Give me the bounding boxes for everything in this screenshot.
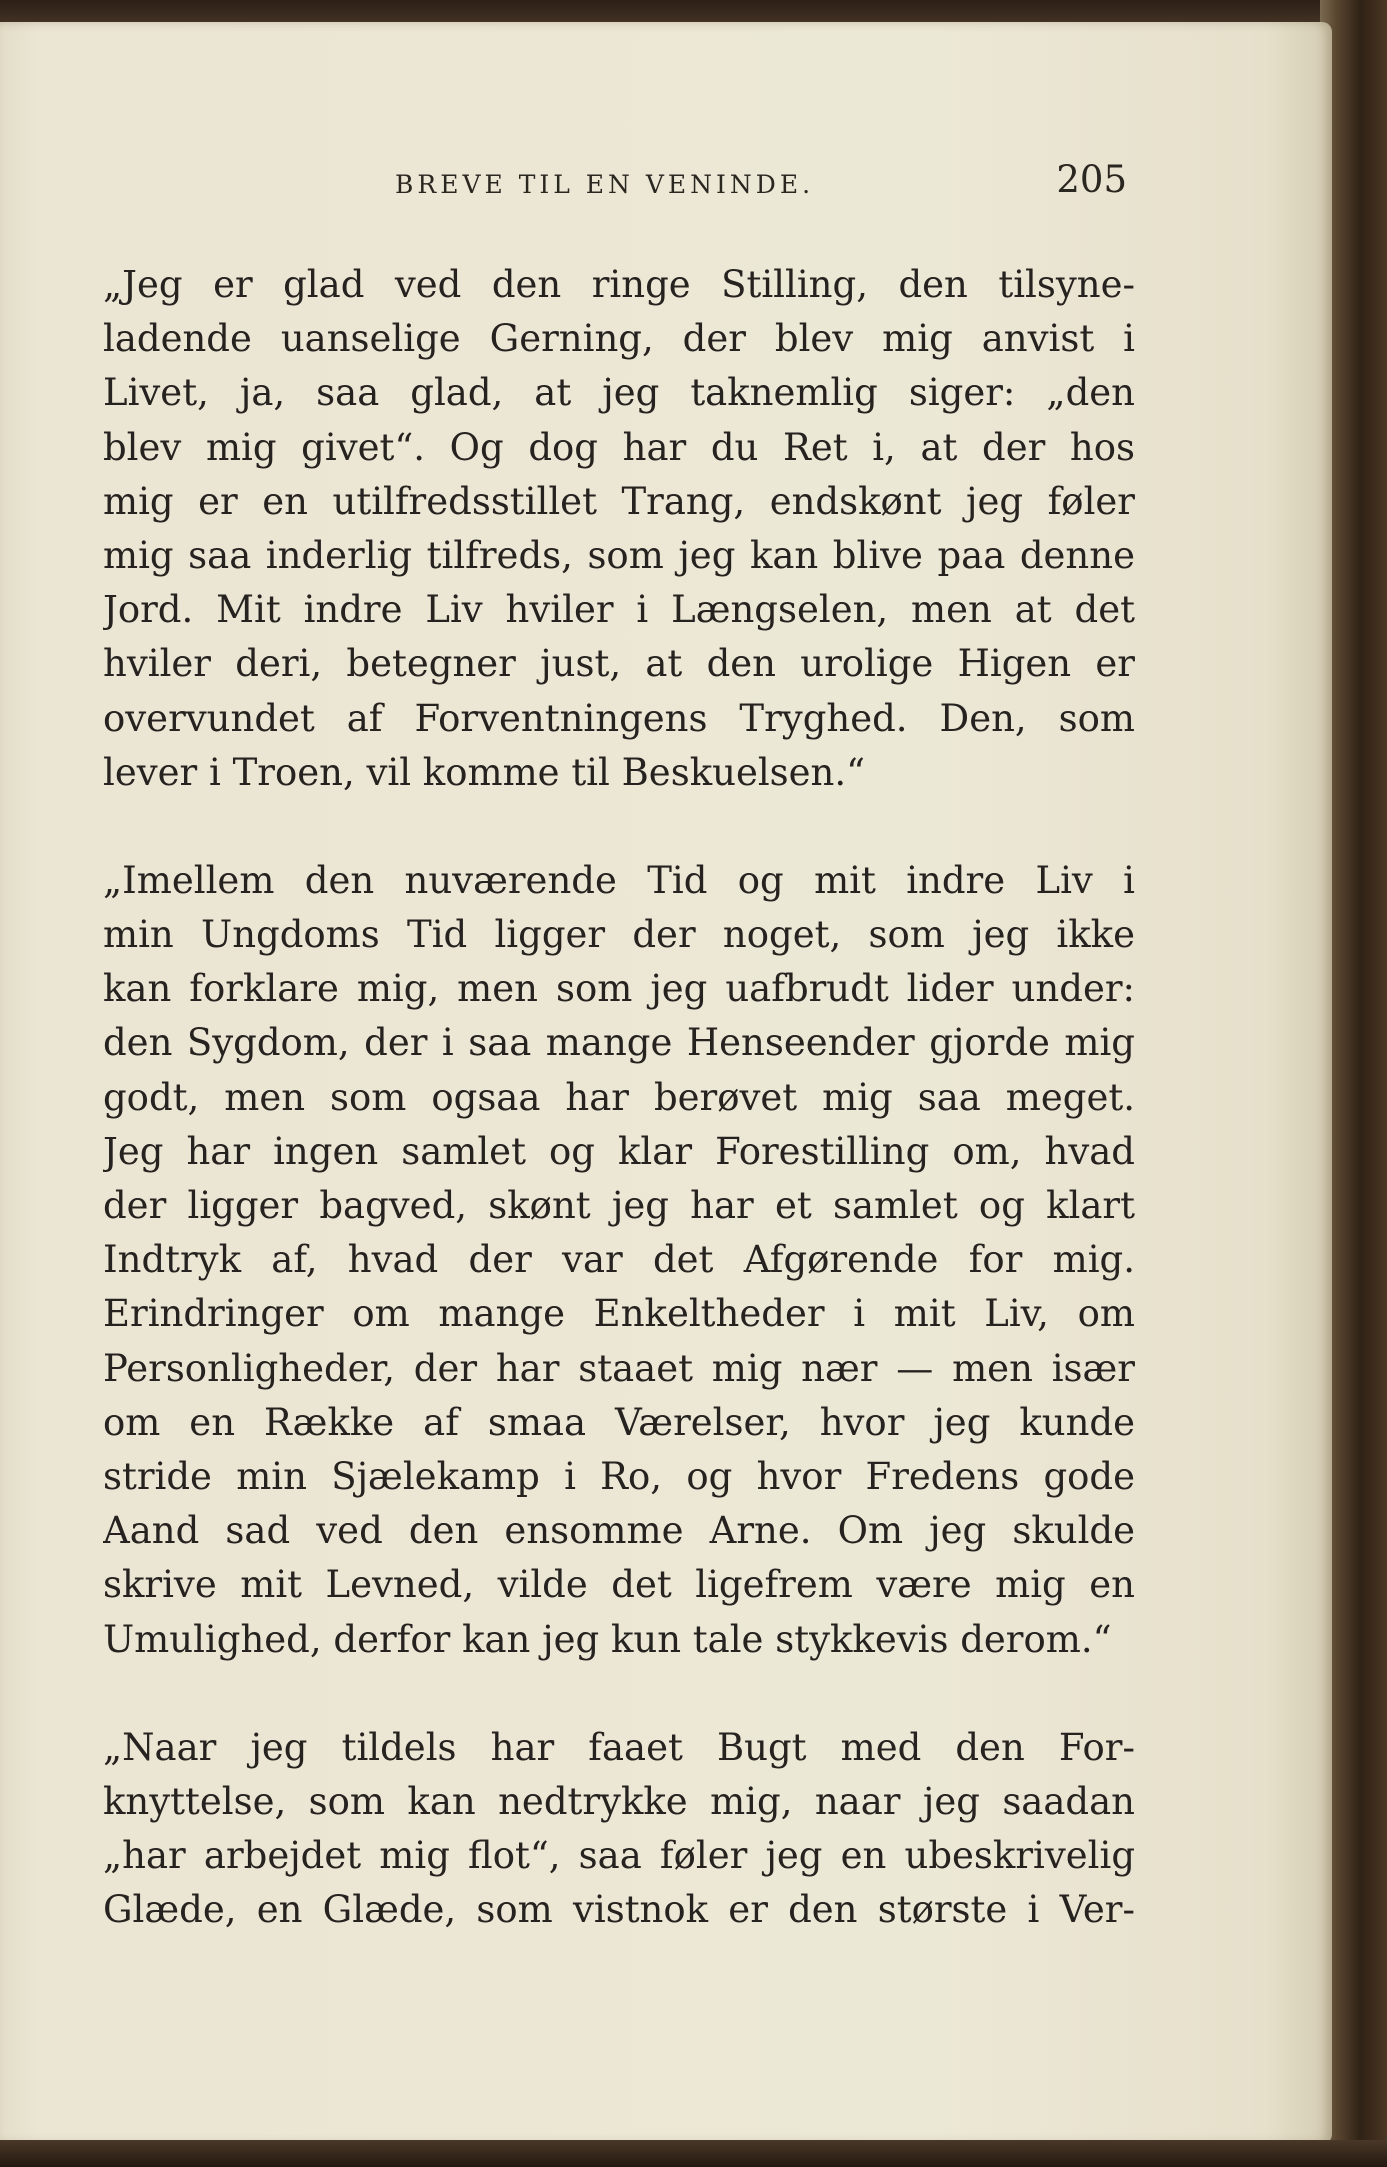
- text-line: skrive mit Levned, vilde det ligefrem være mig en: [103, 1563, 1135, 1607]
- text-line: Personligheder, der har staaet mig nær — men især: [103, 1346, 1135, 1390]
- text-line: blev mig givet“. Og dog har du Ret i, at der hos: [103, 425, 1135, 469]
- text-line: ladende uanselige Gerning, der blev mig anvist i: [103, 317, 1135, 361]
- text-line: mig er en utilfredsstillet Trang, endskønt jeg føler: [103, 479, 1135, 523]
- text-line: min Ungdoms Tid ligger der noget, som jeg ikke: [103, 913, 1135, 957]
- text-line: hviler deri, betegner just, at den urolige Higen er: [103, 642, 1135, 686]
- text-line: om en Række af smaa Værelser, hvor jeg kunde: [103, 1400, 1135, 1444]
- text-line: Aand sad ved den ensomme Arne. Om jeg skulde: [103, 1509, 1135, 1553]
- text-line: Glæde, en Glæde, som vistnok er den største i Ver-: [103, 1888, 1135, 1932]
- text-line: „har arbejdet mig flot“, saa føler jeg en ubeskrivelig: [103, 1834, 1135, 1878]
- text-line: kan forklare mig, men som jeg uafbrudt lider under:: [103, 967, 1135, 1011]
- text-line: Erindringer om mange Enkeltheder i mit Liv, om: [103, 1292, 1135, 1336]
- text-line: den Sygdom, der i saa mange Henseender gjorde mig: [103, 1021, 1135, 1065]
- text-line: Jeg har ingen samlet og klar Forestilling om, hvad: [103, 1129, 1135, 1173]
- paragraph-3: [103, 1721, 1135, 1938]
- text-line: mig saa inderlig tilfreds, som jeg kan blive paa denne: [103, 533, 1135, 577]
- text-line: Umulighed, derfor kan jeg kun tale stykkevis derom.“: [103, 1617, 1112, 1661]
- text-line: „Naar jeg tildels har faaet Bugt med den For-: [103, 1725, 1135, 1769]
- page-number: 205: [1056, 158, 1127, 201]
- text-line: „Jeg er glad ved den ringe Stilling, den tilsyne-: [103, 263, 1135, 306]
- text-line: „Imellem den nuværende Tid og mit indre Liv i: [103, 858, 1135, 902]
- book-bottom-edge: [0, 2140, 1387, 2167]
- text-line: Indtryk af, hvad der var det Afgørende for mig.: [103, 1238, 1135, 1282]
- text-line: godt, men som ogsaa har berøvet mig saa meget.: [103, 1075, 1135, 1119]
- page-header: [103, 158, 1135, 201]
- text-line: der ligger bagved, skønt jeg har et samlet og klart: [103, 1184, 1135, 1227]
- paragraph-1: [103, 258, 1135, 800]
- body-text: [103, 258, 1135, 1937]
- text-line: knyttelse, som kan nedtrykke mig, naar jeg saadan: [103, 1779, 1135, 1823]
- text-line: lever i Troen, vil komme til Beskuelsen.“: [103, 750, 866, 794]
- text-line: stride min Sjælekamp i Ro, og hvor Fredens gode: [103, 1454, 1135, 1498]
- running-title: BREVE TIL EN VENINDE.: [395, 170, 815, 199]
- text-line: Livet, ja, saa glad, at jeg taknemlig siger: „den: [103, 371, 1135, 415]
- paragraph-2: [103, 854, 1135, 1667]
- text-line: Jord. Mit indre Liv hviler i Længselen, men at det: [103, 588, 1135, 632]
- text-line: overvundet af Forventningens Tryghed. Den, som: [103, 696, 1135, 740]
